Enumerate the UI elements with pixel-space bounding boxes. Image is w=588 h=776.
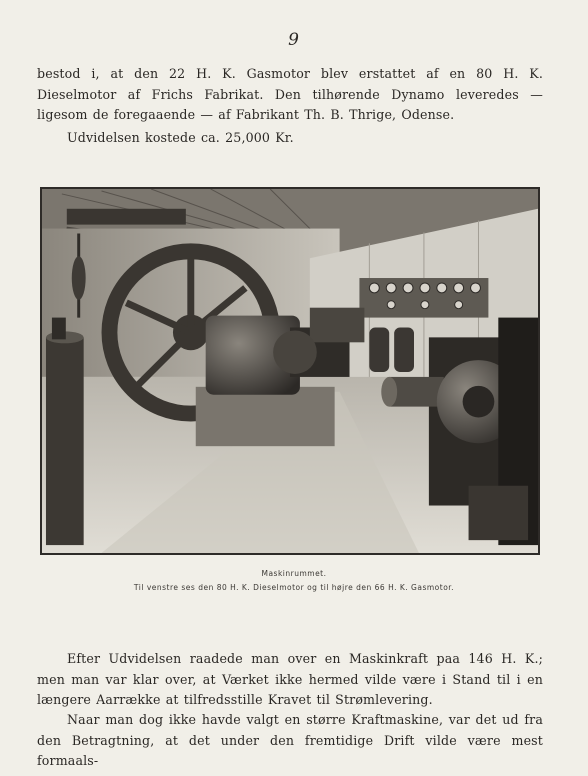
continuation-paragraph: Naar man dog ikke havde valgt en større Kraftmaskine, var det ud fra den Betragtning, at det under den fremtidige Drift vilde være mest formaals- — [37, 712, 543, 768]
figure-caption-text: Til venstre ses den 80 H. K. Dieselmotor og til højre den 66 H. K. Gasmotor. — [133, 583, 455, 592]
intro-paragraph: bestod i, at den 22 H. K. Gasmotor blev erstattet af en 80 H. K. Dieselmotor af Frichs Fabrikat. Den tilhørende Dynamo leveredes — ligesom de foregaaende — af Fabrikant Th. B. Thrige, Odense. — [37, 66, 543, 122]
cost-paragraph: Udvidelsen kostede ca. 25,000 Kr. — [67, 130, 294, 145]
page-number: 9 — [288, 30, 300, 50]
machine-room-illustration — [42, 189, 538, 553]
machine-room-photo — [40, 187, 540, 555]
figure-caption-title: Maskinrummet. — [261, 569, 327, 578]
after-expansion-paragraph: Efter Udvidelsen raadede man over en Maskinkraft paa 146 H. K.; men man var klar over, at Værket ikke hermed vilde være i Stand til i en længere Aarrække at tilfredsstille Kravet til Strømlevering. — [37, 651, 543, 707]
